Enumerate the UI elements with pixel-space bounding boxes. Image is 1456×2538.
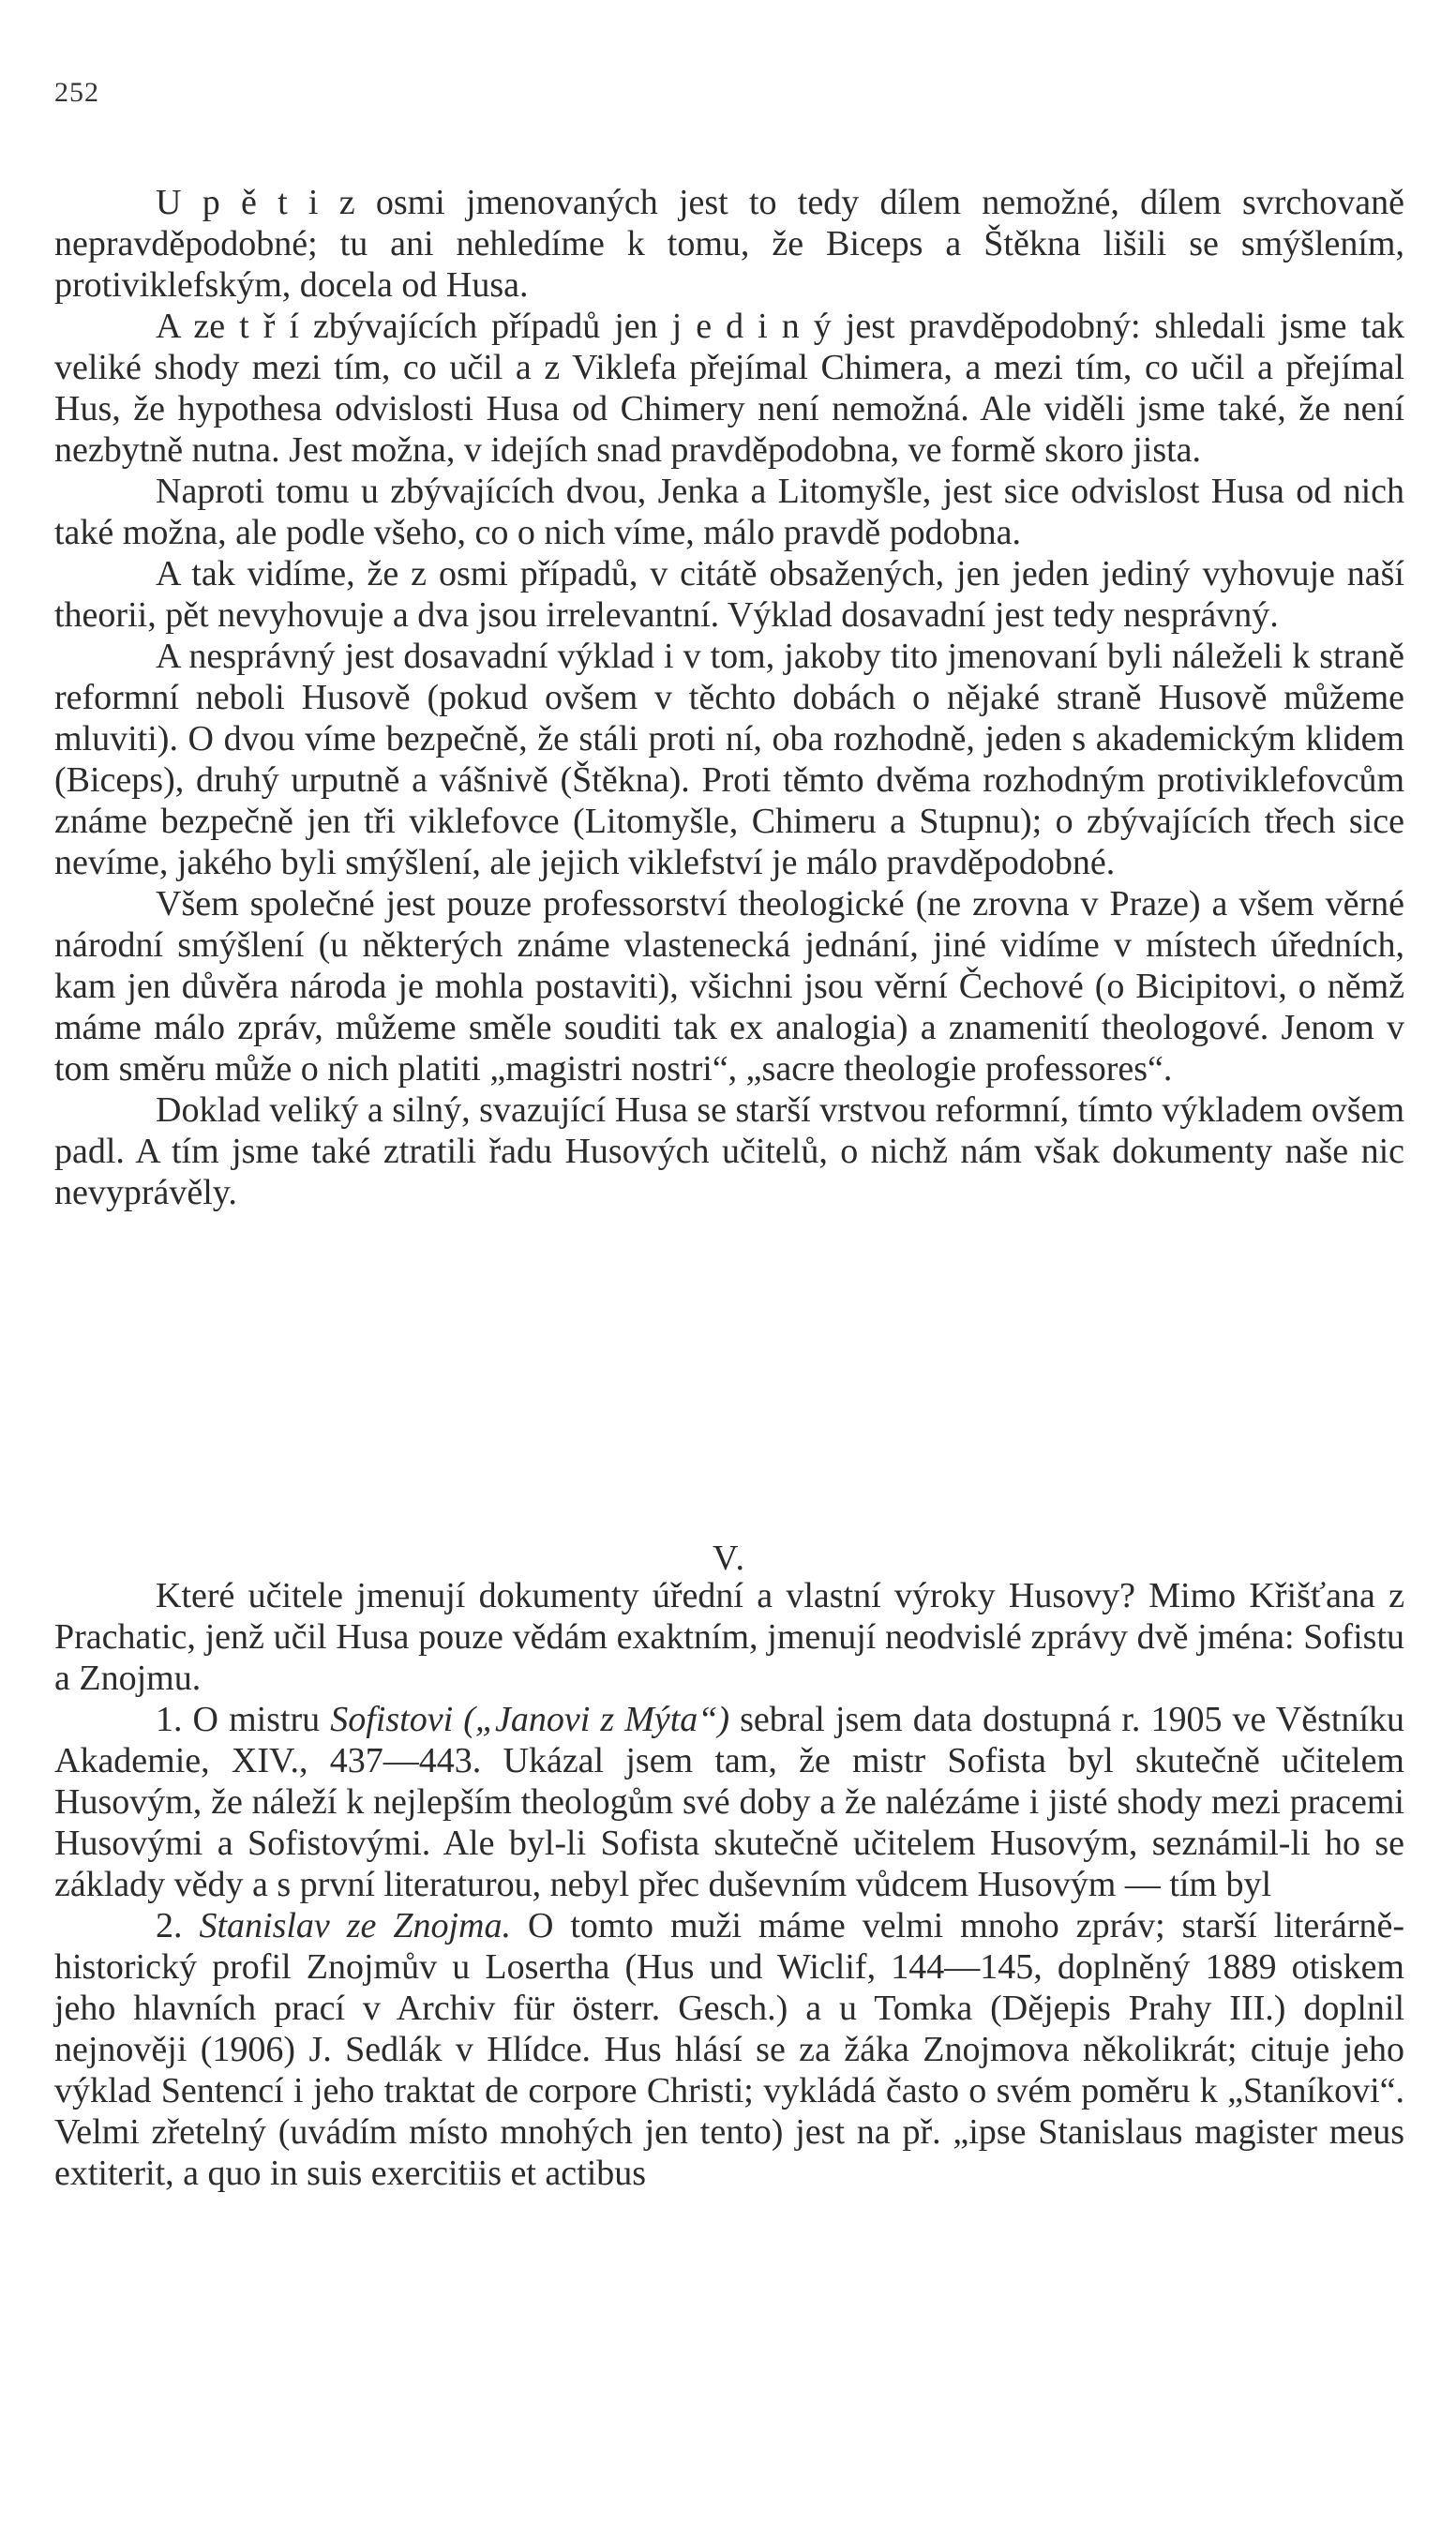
item-text: O tomto muži máme velmi mnoho zpráv; starší literárně-historický profil Znojmův u Losertha (Hus und Wiclif, 144—145, doplněný 1889 otiskem jeho hlavních prací v Archiv für österr. Gesch.) a u Tomka (Dějepis Prahy III.) doplnil nejnověji (1906) J. Sedlák v Hlídce. Hus hlásí se za žáka Znojmova několikrát; cituje jeho výklad Sentencí i jeho traktat de corpore Christi; vykládá často o svém poměru k „Staníkovi“. Velmi zřetelný (uvádím místo mnohých jen tento) jest na př. „ipse Stanislaus magister meus extiterit, a quo in suis exercitiis et actibus: [54, 1906, 1404, 2193]
paragraph: Naproti tomu u zbývajících dvou, Jenka a Litomyšle, jest sice odvislost Husa od nich také možna, ale podle všeho, co o nich víme, málo pravdě podobna.: [54, 472, 1404, 552]
person-alias: („Janovi z Mýta“): [463, 1700, 730, 1739]
paragraph: Všem společné jest pouze professorství theologické (ne zrovna v Praze) a všem věrné národní smýšlení (u některých známe vlastenecká jednání, jiné vidíme v místech úředních, kam jen důvěra národa je mohla postaviti), všichni jsou věrní Čechové (o Bicipitovi, o němž máme málo zpráv, můžeme směle souditi tak ex analogia) a znamenití theologové. Jenom v tom směru může o nich platiti „magistri nostri“, „sacre theologie professores“.: [54, 884, 1404, 1089]
item-lead: 2.: [156, 1906, 200, 1945]
paragraph-item-2: [54, 1905, 1404, 2194]
paragraph: A nesprávný jest dosavadní výklad i v tom, jakoby tito jmenovaní byli náleželi k straně reformní neboli Husově (pokud ovšem v těchto dobách o nějaké straně Husově můžeme mluviti). O dvou víme bezpečně, že stáli proti ní, oba rozhodně, jeden s akademickým klidem (Biceps), druhý urputně a vášnivě (Štěkna). Proti těmto dvěma rozhodným protiviklefovcům známe bezpečně jen tři viklefovce (Litomyšle, Chimeru a Stupnu); o zbývajících třech sice nevíme, jakého byli smýšlení, ale jejich viklefství je málo pravděpodobné.: [54, 637, 1404, 882]
section-heading: V.: [712, 1539, 747, 1578]
body-text-section-1: [54, 182, 1404, 1213]
person-name: Stanislav ze Znojma.: [199, 1906, 511, 1945]
paragraph: A ze t ř í zbývajících případů jen j e d i n ý jest pravděpodobný: shledali jsme tak veliké shody mezi tím, co učil a z Viklefa přejímal Chimera, a mezi tím, co učil a přejímal Hus, že hypothesa odvislosti Husa od Chimery není nemožná. Ale viděli jsme také, že není nezbytně nutna. Jest možna, v idejích snad pravděpodobna, ve formě skoro jista.: [54, 307, 1404, 470]
paragraph: U p ě t i z osmi jmenovaných jest to tedy dílem nemožné, dílem svrchovaně nepravděpodobné; tu ani nehledíme k tomu, že Biceps a Štěkna lišili se smýšlením, protiviklefským, docela od Husa.: [54, 183, 1404, 305]
item-lead: 1. O mistru: [156, 1700, 331, 1739]
paragraph-intro: Které učitele jmenují dokumenty úřední a vlastní výroky Husovy? Mimo Křišťana z Prachatic, jenž učil Husa pouze vědám exaktním, jmenují neodvislé zprávy dvě jména: Sofistu a Znojmu.: [54, 1576, 1404, 1698]
paragraph-item-1: [54, 1699, 1404, 1905]
paragraph: A tak vidíme, že z osmi případů, v citátě obsažených, jen jeden jediný vyhovuje naší theorii, pět nevyhovuje a dva jsou irrelevantní. Výklad dosavadní jest tedy nesprávný.: [54, 554, 1404, 635]
person-name: Sofistovi: [330, 1700, 454, 1739]
paragraph: Doklad veliký a silný, svazující Husa se starší vrstvou reformní, tímto výkladem ovšem padl. A tím jsme také ztratili řadu Husových učitelů, o nichž nám však dokumenty naše nic nevyprávěly.: [54, 1090, 1404, 1212]
page-number: 252: [54, 77, 99, 108]
body-text-section-2: [54, 1575, 1404, 2194]
item-text: sebral jsem data dostupná r. 1905 ve Věstníku Akademie, XIV., 437—443. Ukázal jsem tam, že mistr Sofista byl skutečně učitelem Husovým, že náleží k nejlepším theologům své doby a že nalézáme i jisté shody mezi pracemi Husovými a Sofistovými. Ale byl-li Sofista skutečně učitelem Husovým, seznámil-li ho se základy vědy a s první literaturou, nebyl přec duševním vůdcem Husovým — tím byl: [54, 1700, 1405, 1904]
